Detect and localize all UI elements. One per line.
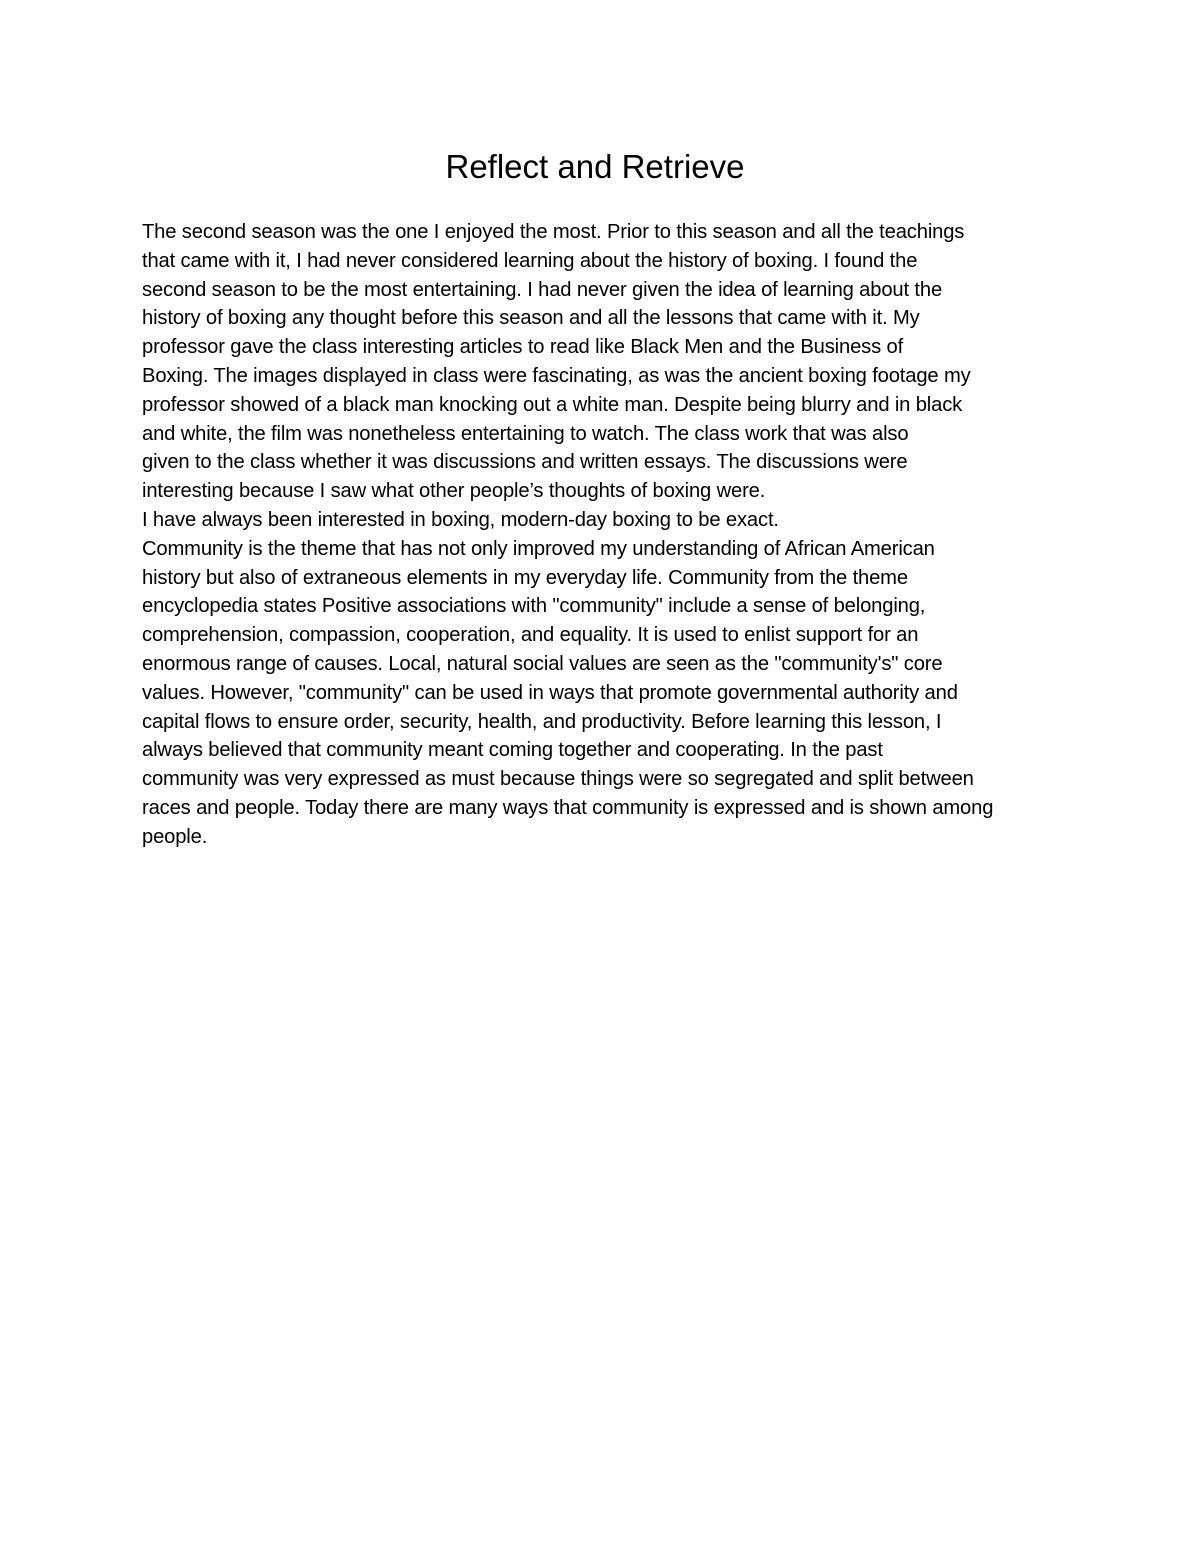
text-line: values. However, "community" can be used in ways that promote governmental authority and — [142, 681, 958, 704]
document-body — [142, 218, 1072, 852]
text-line: interesting because I saw what other people’s thoughts of boxing were. — [142, 480, 766, 503]
text-line: always believed that community meant coming together and cooperating. In the past — [142, 739, 883, 762]
text-line: community was very expressed as must because things were so segregated and split between — [142, 768, 974, 791]
text-line: encyclopedia states Positive associations with "community" include a sense of belonging, — [142, 595, 926, 618]
text-line: professor gave the class interesting articles to read like Black Men and the Business of — [142, 336, 904, 359]
text-line: people. — [142, 825, 208, 848]
text-line: history but also of extraneous elements in my everyday life. Community from the theme — [142, 566, 908, 589]
text-line: Boxing. The images displayed in class were fascinating, as was the ancient boxing footage my — [142, 364, 971, 387]
text-line: second season to be the most entertaining. I had never given the idea of learning about the — [142, 278, 943, 301]
text-line: professor showed of a black man knocking out a white man. Despite being blurry and in black — [142, 393, 963, 416]
text-line: The second season was the one I enjoyed the most. Prior to this season and all the teachings — [142, 221, 965, 243]
text-line: capital flows to ensure order, security, health, and productivity. Before learning this lesson, I — [142, 710, 942, 733]
text-line: that came with it, I had never considered learning about the history of boxing. I found the — [142, 249, 918, 272]
text-line: I have always been interested in boxing, modern-day boxing to be exact. — [142, 508, 779, 531]
text-line: given to the class whether it was discussions and written essays. The discussions were — [142, 451, 908, 474]
text-line: comprehension, compassion, cooperation, and equality. It is used to enlist support for an — [142, 624, 919, 647]
text-line: and white, the film was nonetheless entertaining to watch. The class work that was also — [142, 422, 909, 445]
text-line: history of boxing any thought before this season and all the lessons that came with it. My — [142, 307, 920, 330]
document-title: Reflect and Retrieve — [445, 148, 745, 185]
text-line: races and people. Today there are many ways that community is expressed and is shown among — [142, 796, 994, 819]
text-line: enormous range of causes. Local, natural social values are seen as the "community's" core — [142, 652, 943, 675]
text-line: Community is the theme that has not only improved my understanding of African American — [142, 537, 935, 560]
